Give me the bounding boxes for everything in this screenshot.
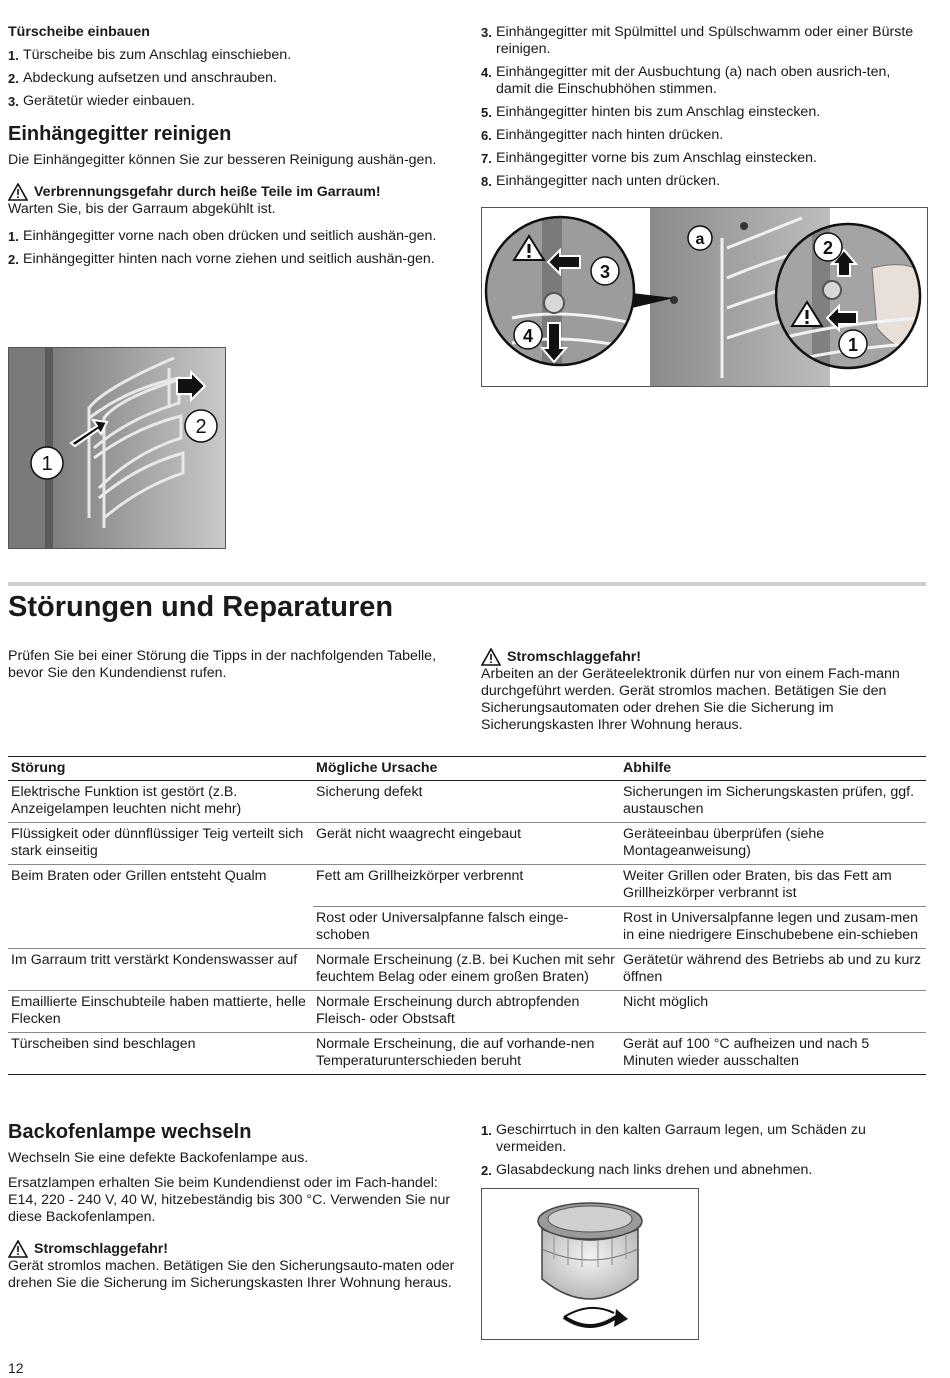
- remedy-cell: Rost in Universalpfanne legen und zusam-men in eine niedrigere Einschubebene ein-schieben: [620, 907, 926, 949]
- list-item: 3. Gerätetür wieder einbauen.: [8, 93, 195, 109]
- cause-cell: Normale Erscheinung, die auf vorhande-nen Temperaturunterschieden beruht: [313, 1033, 620, 1075]
- cause-cell: Fett am Grillheizkörper verbrennt: [313, 865, 620, 907]
- door-pane-steps: [8, 47, 458, 110]
- remedy-cell: Gerätetür während des Betriebs ab und zu kurz öffnen: [620, 949, 926, 991]
- lamp-section: [8, 1120, 458, 1298]
- callout-4-label: 4: [522, 326, 534, 346]
- fault-table: [8, 756, 926, 1075]
- list-item: 5. Einhängegitter hinten bis zum Anschlag einstecken.: [481, 104, 821, 120]
- door-pane-title: Türscheibe einbauen: [8, 24, 150, 40]
- callout-1-label: 1: [41, 453, 53, 475]
- rails-intro: Die Einhängegitter können Sie zur besseren Reinigung aushän-gen.: [8, 152, 437, 168]
- column-header-remedy: Abhilfe: [620, 757, 926, 781]
- faults-intro-text: Prüfen Sie bei einer Störung die Tipps in der nachfolgenden Tabelle, bevor Sie den Kundendienst rufen.: [8, 648, 437, 681]
- fault-cell: Türscheiben sind beschlagen: [8, 1033, 313, 1075]
- callout-2-label: 2: [195, 416, 207, 438]
- list-item: 2. Einhängegitter hinten nach vorne ziehen und seitlich aushän-gen.: [8, 251, 435, 267]
- list-item: 7. Einhängegitter vorne bis zum Anschlag einstecken.: [481, 150, 817, 166]
- rail-installation-illustration: [482, 208, 927, 386]
- table-row: [8, 1033, 926, 1075]
- list-item: 1. Geschirrtuch in den kalten Garraum legen, um Schäden zu vermeiden.: [481, 1122, 866, 1155]
- remedy-cell: Sicherungen im Sicherungskasten prüfen, ggf. austauschen: [620, 781, 926, 823]
- table-row: [8, 949, 926, 991]
- callout-a-label: a: [695, 231, 705, 248]
- lamp-steps-column: [481, 1122, 926, 1186]
- burn-warning-title: Verbrennungsgefahr durch heiße Teile im Garraum!: [8, 183, 458, 201]
- lamp-steps: [481, 1122, 926, 1179]
- fault-cell: Emaillierte Einschubteile haben mattierte, helle Flecken: [8, 991, 313, 1033]
- list-item: 2. Glasabdeckung nach links drehen und abnehmen.: [481, 1162, 813, 1178]
- lamp-warning-title: Stromschlaggefahr!: [8, 1240, 458, 1258]
- lamp-intro: Wechseln Sie eine defekte Backofenlampe aus.: [8, 1150, 309, 1166]
- faults-warning: [481, 648, 926, 740]
- rail-removal-illustration: [9, 348, 225, 548]
- column-header-fault: Störung: [8, 757, 313, 781]
- rails-steps: [8, 228, 458, 268]
- warning-triangle-icon: [481, 648, 501, 666]
- remedy-cell: Weiter Grillen oder Braten, bis das Fett am Grillheizkörper verbrannt ist: [620, 865, 926, 907]
- list-item: 4. Einhängegitter mit der Ausbuchtung (a) nach oben ausrich-ten, damit die Einschubhöhen stimmen.: [481, 64, 891, 97]
- section-divider: [8, 582, 926, 586]
- callout-3-label: 3: [599, 262, 611, 282]
- callout-1b-label: 1: [847, 335, 859, 355]
- table-row: [8, 907, 926, 949]
- remedy-cell: Gerät auf 100 °C aufheizen und nach 5 Minuten wieder ausschalten: [620, 1033, 926, 1075]
- lamp-title: Backofenlampe wechseln: [8, 1121, 252, 1143]
- column-header-cause: Mögliche Ursache: [313, 757, 620, 781]
- fault-cell: Flüssigkeit oder dünnflüssiger Teig verteilt sich stark einseitig: [8, 823, 313, 865]
- remedy-cell: Nicht möglich: [620, 991, 926, 1033]
- list-item: 2. Abdeckung aufsetzen und anschrauben.: [8, 70, 277, 86]
- list-item: 1. Türscheibe bis zum Anschlag einschieben.: [8, 47, 292, 63]
- rails-steps-continued: [481, 24, 926, 190]
- shock-warning-title: Stromschlaggefahr!: [481, 648, 926, 666]
- page-number: 12: [8, 1360, 24, 1376]
- shock-warning-text: Arbeiten an der Geräteelektronik dürfen nur von einem Fach-mann durchgeführt werden. Gerät stromlos machen. Betätigen Sie den Sicherungsautomaten oder drehen Sie die Sicherung im Sicherungskasten Ihrer Wohnung heraus.: [481, 666, 900, 733]
- table-row: [8, 865, 926, 907]
- rails-title: Einhängegitter reinigen: [8, 123, 232, 145]
- fault-cell: Beim Braten oder Grillen entsteht Qualm: [8, 865, 313, 907]
- lamp-warning-text: Gerät stromlos machen. Betätigen Sie den Sicherungsauto-maten oder drehen Sie die Sicherung im Sicherungskasten Ihrer Wohnung heraus.: [8, 1258, 455, 1291]
- lamp-spare-info: Ersatzlampen erhalten Sie beim Kundendienst oder im Fach-handel: E14, 220 - 240 V, 40 W, hitzebeständig bis 300 °C. Verwenden Sie nur diese Backofenlampen.: [8, 1175, 451, 1225]
- fault-cell: Elektrische Funktion ist gestört (z.B. Anzeigelampen leuchten nicht mehr): [8, 781, 313, 823]
- warning-triangle-icon: [8, 183, 28, 201]
- table-header-row: [8, 757, 926, 781]
- rail-removal-figure: [8, 347, 226, 549]
- table-row: [8, 823, 926, 865]
- table-row: [8, 781, 926, 823]
- list-item: 3. Einhängegitter mit Spülmittel und Spülschwamm oder einer Bürste reinigen.: [481, 24, 914, 57]
- right-top-column: [481, 24, 926, 197]
- left-top-column: [8, 24, 458, 275]
- lamp-cover-illustration: [482, 1189, 698, 1339]
- fault-cell: [8, 907, 313, 949]
- remedy-cell: Geräteeinbau überprüfen (siehe Montageanweisung): [620, 823, 926, 865]
- list-item: 1. Einhängegitter vorne nach oben drücken und seitlich aushän-gen.: [8, 228, 437, 244]
- rail-installation-figure: [481, 207, 928, 387]
- faults-intro: [8, 648, 448, 688]
- faults-section-title: Störungen und Reparaturen: [8, 591, 394, 623]
- callout-2b-label: 2: [822, 238, 834, 258]
- cause-cell: Normale Erscheinung (z.B. bei Kuchen mit sehr feuchtem Belag oder einem großen Braten): [313, 949, 620, 991]
- burn-warning-text: Warten Sie, bis der Garraum abgekühlt ist.: [8, 201, 276, 217]
- lamp-cover-figure: [481, 1188, 699, 1340]
- cause-cell: Gerät nicht waagrecht eingebaut: [313, 823, 620, 865]
- cause-cell: Rost oder Universalpfanne falsch einge-schoben: [313, 907, 620, 949]
- cause-cell: Sicherung defekt: [313, 781, 620, 823]
- fault-cell: Im Garraum tritt verstärkt Kondenswasser auf: [8, 949, 313, 991]
- table-row: [8, 991, 926, 1033]
- cause-cell: Normale Erscheinung durch abtropfenden Fleisch- oder Obstsaft: [313, 991, 620, 1033]
- list-item: 6. Einhängegitter nach hinten drücken.: [481, 127, 724, 143]
- list-item: 8. Einhängegitter nach unten drücken.: [481, 173, 721, 189]
- warning-triangle-icon: [8, 1240, 28, 1258]
